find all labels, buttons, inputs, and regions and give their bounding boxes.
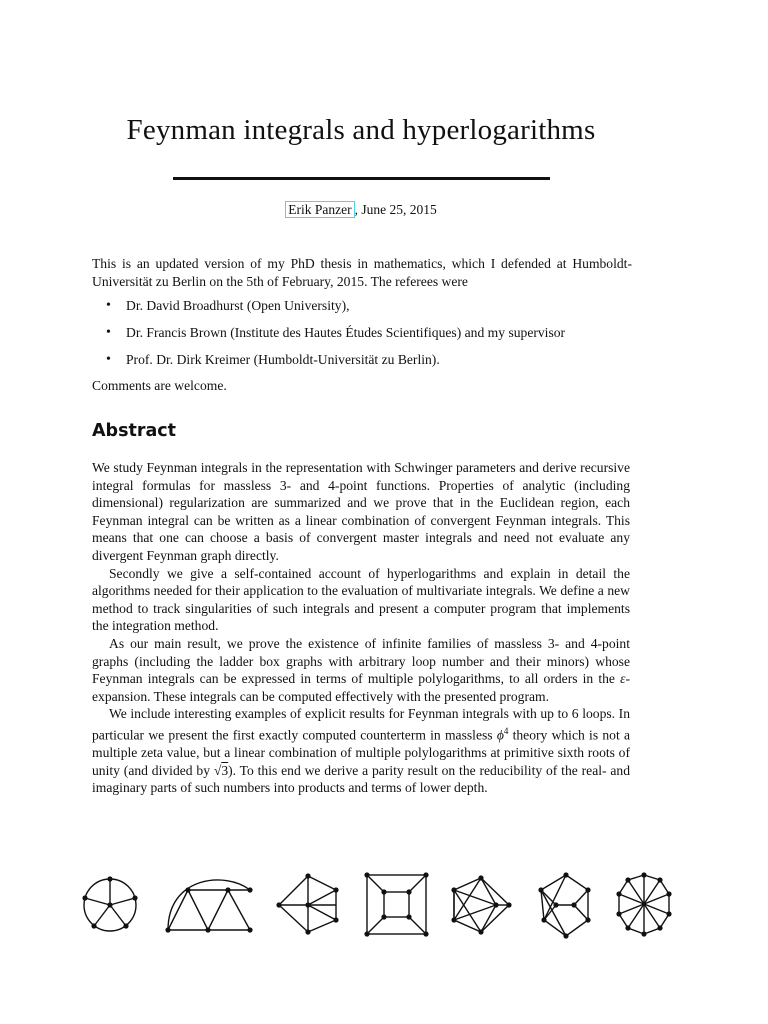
abstract-paragraph-1: We study Feynman integrals in the representation with Schwinger parameters and derive recursive integral formulas for massless 3- and 4-point functions. Properties of analytic (including dimensional) regularization are summarized and we prove that in the Euclidean region, each Feynman integral can be written as a linear combination of convergent Feynman integrals. This means that one can choose a basis of convergent master integrals and need not evaluate any divergent Feynman graph directly.	[92, 460, 630, 563]
graph-decagon-wheel	[619, 875, 669, 934]
author-link[interactable]: Erik Panzer	[285, 201, 354, 218]
sqrt-argument: 3	[221, 762, 229, 778]
feynman-graph-illustrations	[76, 866, 676, 944]
epsilon-symbol: ε	[620, 671, 626, 687]
abstract-body	[92, 459, 630, 797]
list-item: • Prof. Dr. Dirk Kreimer (Humboldt-Universität zu Berlin).	[104, 351, 644, 369]
comments-line: Comments are welcome.	[92, 378, 227, 393]
abstract-heading: Abstract	[92, 421, 177, 441]
abstract-paragraph-2: Secondly we give a self-contained account of hyperlogarithms and explain in detail the algorithms needed for their application to the evaluation of multivariate integrals. We define a new method to track singularities of such integrals and present a computer program that implements the integration method.	[92, 565, 630, 634]
abstract-paragraph-4: We include interesting examples of explicit results for Feynman integrals with up to 6 loops. In particular we present the first exactly computed counterterm in massless $\phi^4$ theory which is not a multiple zeta value, but a linear combination of multiple polylogarithms at primitive sixth roots of unity (and divided by √3). To this end we derive a parity result on the reducibility of the real- and imaginary parts of such numbers into products and terms of lower depth.	[92, 706, 631, 796]
graph-hexagon-crossed	[454, 878, 509, 932]
intro-paragraph: This is an updated version of my PhD thesis in mathematics, which I defended at Humboldt-Universität zu Berlin on the 5th of February, 2015. The referees were	[92, 256, 632, 289]
abstract-paragraph-3: As our main result, we prove the existence of infinite families of massless 3- and 4-point graphs (including the ladder box graphs with arbitrary loop number and their minors) whose Feynman integrals can be expressed in terms of multiple polylogarithms, to all orders in the ε-expansion. These integrals can be computed effectively with the presented program.	[92, 635, 630, 704]
phi-exponent: 4	[503, 725, 509, 736]
byline-date: , June 25, 2015	[354, 202, 437, 217]
referee-list	[104, 297, 644, 378]
paper-title: Feynman integrals and hyperlogarithms	[126, 114, 596, 146]
graph-octagon-inner	[541, 875, 588, 936]
list-item: • Dr. Francis Brown (Institute des Hautes Études Scientifiques) and my supervisor	[104, 324, 644, 342]
sqrt-symbol: √	[213, 762, 222, 778]
graph-cube	[367, 875, 426, 934]
title-rule	[173, 177, 550, 180]
list-item: • Dr. David Broadhurst (Open University),	[104, 297, 644, 315]
graph-triangle-ladder	[168, 880, 250, 930]
phi-symbol: ϕ	[496, 727, 504, 743]
byline	[0, 202, 722, 218]
